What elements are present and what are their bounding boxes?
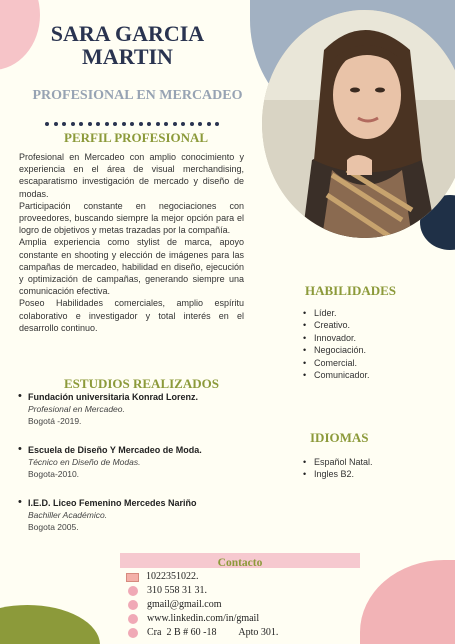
decorative-pink-shape-top-left bbox=[0, 0, 40, 70]
education-institution: • Fundación universitaria Konrad Lorenz. bbox=[28, 392, 199, 402]
profile-section-title: PERFIL PROFESIONAL bbox=[64, 130, 209, 145]
skill-item: • Negociación. bbox=[303, 344, 433, 356]
education-place-year: Bogota-2010. bbox=[28, 469, 80, 479]
skill-item: • Líder. bbox=[303, 307, 433, 319]
contact-id-number: 1022351022. bbox=[146, 571, 199, 582]
education-item bbox=[18, 444, 258, 480]
phone-icon bbox=[128, 586, 138, 596]
linkedin-icon bbox=[128, 614, 138, 624]
contact-section-title: Contacto bbox=[217, 557, 263, 569]
id-card-icon bbox=[126, 573, 139, 582]
skills-section-title: HABILIDADES bbox=[305, 283, 397, 298]
education-section-title: ESTUDIOS REALIZADOS bbox=[64, 376, 219, 391]
skill-item: • Comunicador. bbox=[303, 369, 433, 381]
contact-address: Cra 2 B # 60 -18 Apto 301. bbox=[147, 627, 279, 638]
education-institution: • Escuela de Diseño Y Mercadeo de Moda. bbox=[28, 445, 202, 455]
contact-phone-row bbox=[126, 584, 366, 598]
name-line-2: MARTIN bbox=[82, 44, 173, 69]
contact-linkedin-row bbox=[126, 612, 366, 626]
skill-item: • Comercial. bbox=[303, 357, 433, 369]
location-icon bbox=[128, 628, 138, 638]
profile-paragraph: Participación constante en negociaciones con proveedores, buscando siempre la mejor opción para el logro de objetivos y metas trazadas por la compañía. bbox=[19, 200, 244, 236]
skills-list bbox=[303, 307, 433, 381]
education-list bbox=[18, 391, 258, 550]
job-title: PROFESIONAL EN MERCADEO bbox=[32, 88, 243, 103]
decorative-pink-shape-bottom-right bbox=[360, 560, 455, 644]
contact-id-row bbox=[126, 570, 366, 584]
language-item: • Español Natal. bbox=[303, 456, 433, 468]
education-degree: Técnico en Diseño de Modas. bbox=[28, 457, 141, 467]
profile-paragraph: Amplia experiencia como stylist de marca, apoyo constante en shooting y elección de imágenes para las campañas de mercadeo, habilidad en diseño, ejecución y optimización de campañas, generando siempre una comunicación efectiva. bbox=[19, 237, 244, 297]
education-place-year: Bogotá -2019. bbox=[28, 416, 82, 426]
email-icon bbox=[128, 600, 138, 610]
contact-phone: 310 558 31 31. bbox=[147, 585, 207, 596]
education-degree: Profesional en Mercadeo. bbox=[28, 404, 125, 414]
candidate-name bbox=[40, 22, 215, 68]
profile-paragraph: Poseo Habilidades comerciales, amplio espíritu colaborativo e investigador y total interés en el desarrollo continuo. bbox=[19, 298, 244, 333]
profile-photo bbox=[262, 10, 455, 238]
contact-list bbox=[126, 570, 366, 640]
skill-item: • Creativo. bbox=[303, 319, 433, 331]
languages-section-title: IDIOMAS bbox=[310, 430, 369, 445]
contact-address-row bbox=[126, 626, 366, 640]
contact-header-bar bbox=[120, 553, 360, 568]
language-item: • Ingles B2. bbox=[303, 468, 433, 480]
decorative-green-shape-bottom-left bbox=[0, 605, 100, 644]
education-place-year: Bogota 2005. bbox=[28, 522, 79, 532]
education-item bbox=[18, 497, 258, 533]
name-line-1: SARA GARCIA bbox=[50, 21, 205, 46]
contact-email-row bbox=[126, 598, 366, 612]
profile-summary bbox=[19, 151, 244, 334]
contact-linkedin: www.linkedin.com/in/gmail bbox=[147, 613, 260, 624]
education-institution: • I.E.D. Liceo Femenino Mercedes Nariño bbox=[28, 498, 197, 508]
education-degree: Bachiller Académico. bbox=[28, 510, 108, 520]
contact-email: gmail@gmail.com bbox=[147, 599, 222, 610]
languages-list bbox=[303, 456, 433, 481]
education-item bbox=[18, 391, 258, 427]
dotted-divider bbox=[45, 113, 235, 121]
skill-item: • Innovador. bbox=[303, 332, 433, 344]
profile-paragraph: Profesional en Mercadeo con amplio conocimiento y experiencia en el área de visual merchandising, escaparatismo investigación de mercado y diseño de modas. bbox=[19, 152, 244, 199]
